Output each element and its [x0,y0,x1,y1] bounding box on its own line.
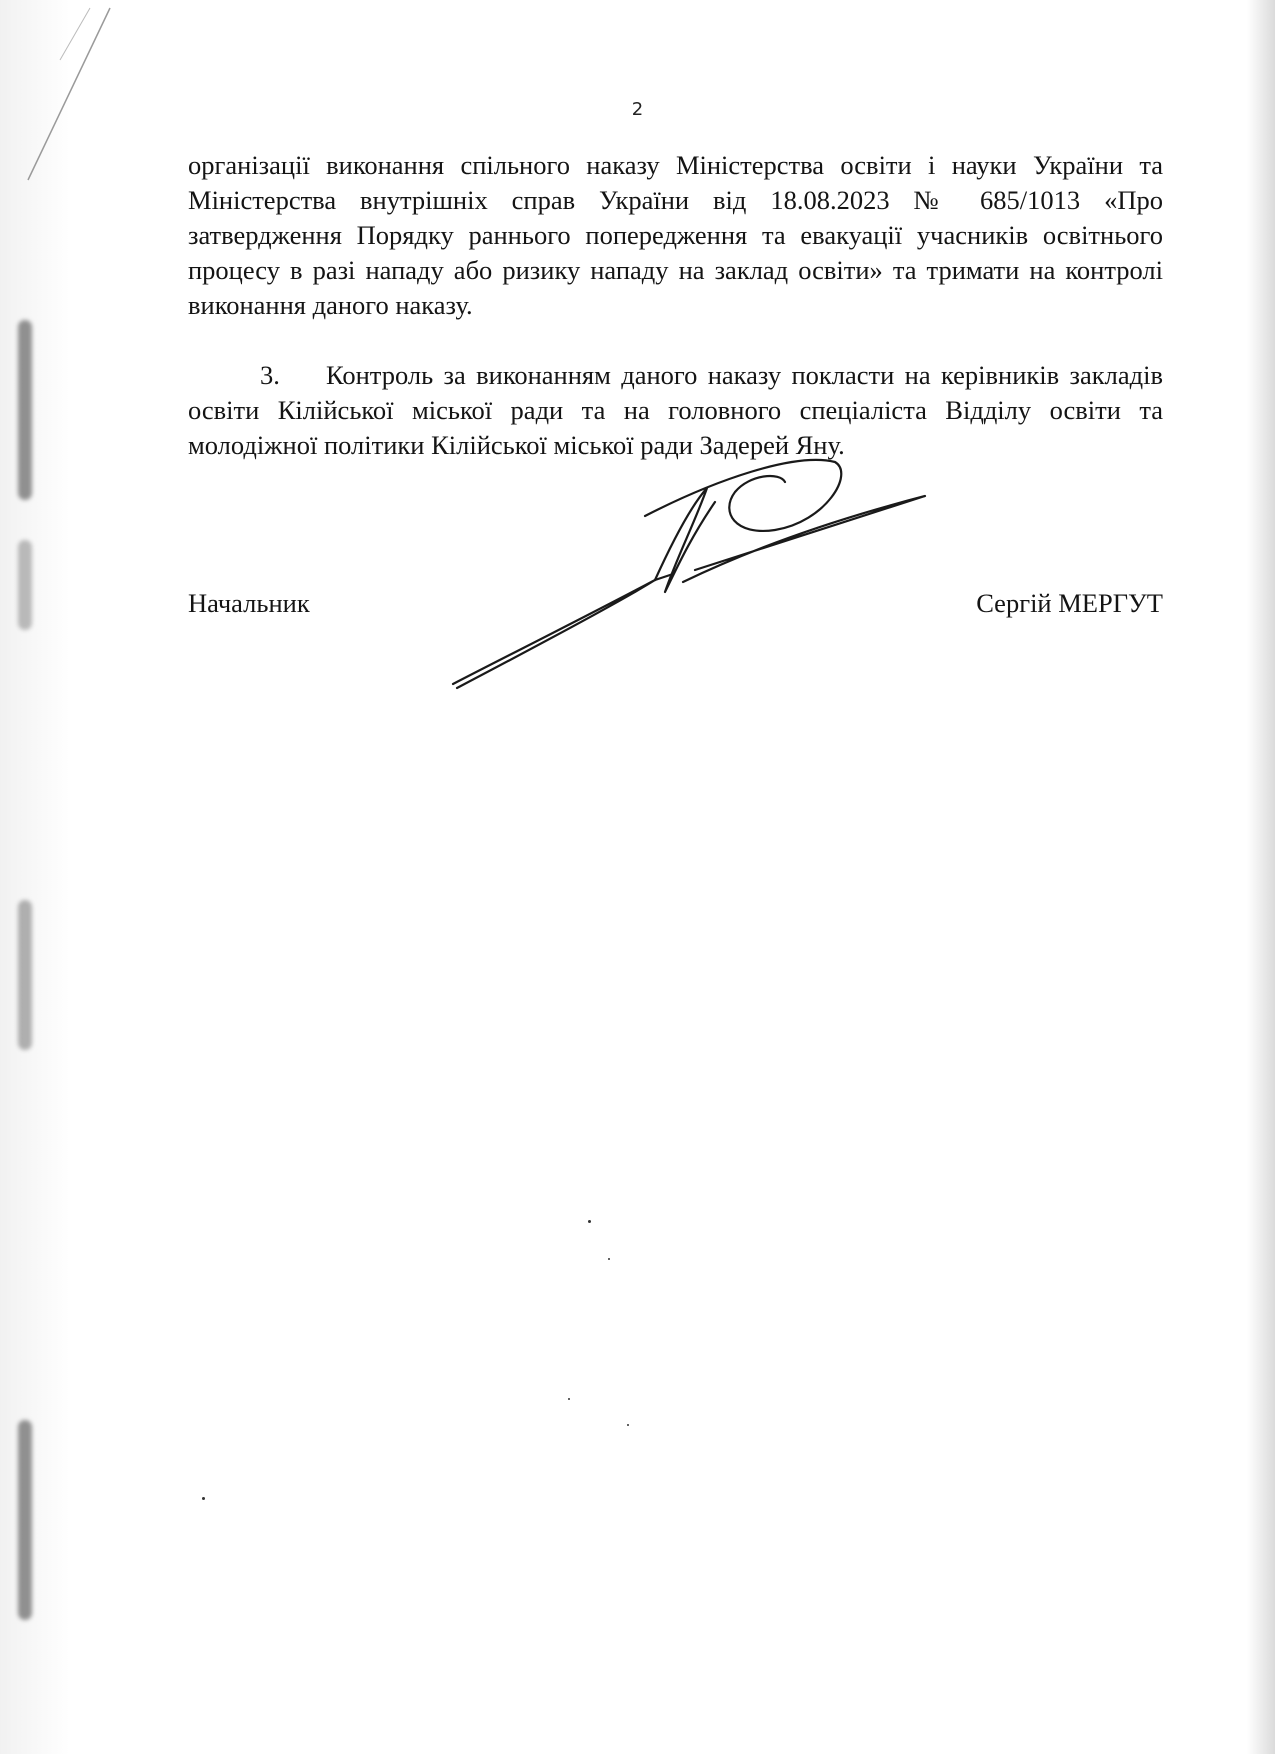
scan-streak [18,900,32,1050]
item-number: 3. [260,360,280,390]
signatory-name: Сергій МЕРГУТ [976,588,1163,618]
document-body [188,148,1163,463]
item-text: Контроль за виконанням даного наказу покласти на керівників закладів освіти Кілійської міської ради та на головного спеціаліста Відділу освіти та молодіжної політики Кілійської міської ради Задерей Яну. [188,360,1163,460]
handwritten-signature [445,452,935,692]
scan-streak [18,320,32,500]
scan-streak [18,1420,32,1620]
scan-speck [627,1424,629,1426]
page-number: 2 [631,99,644,120]
scan-edge-shadow-left [0,0,70,1754]
paragraph-continued: організації виконання спільного наказу Міністерства освіти і науки України та Міністерства внутрішніх справ України від 18.08.2023 № 685/1013 «Про затвердження Порядку раннього попередження та евакуації учасників освітнього процесу в разі нападу або ризику нападу на заклад освіти» та тримати на контролі виконання даного наказу. [188,150,1163,320]
scan-corner-marks [0,0,140,260]
signatory-position: Начальник [188,588,310,618]
scan-speck [608,1258,610,1260]
scan-speck [202,1497,205,1500]
scan-speck [588,1220,591,1223]
scan-streak [18,540,32,630]
numbered-paragraph-3 [188,358,1163,463]
scan-speck [568,1398,570,1400]
scan-edge-shadow-right [1247,0,1275,1754]
